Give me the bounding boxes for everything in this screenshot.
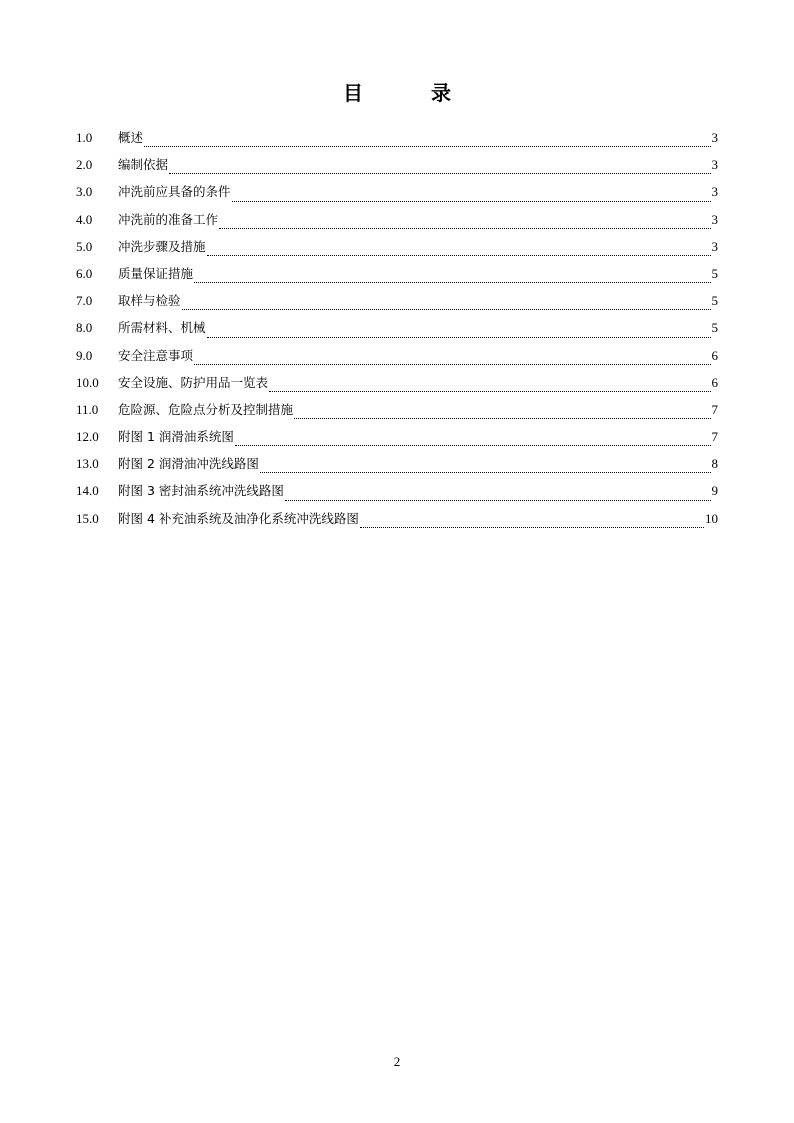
toc-dot-leader (194, 363, 710, 365)
toc-dot-leader (285, 499, 711, 501)
toc-entry-label: 附图 2 润滑油冲洗线路图 (118, 456, 259, 472)
toc-entry-12[interactable] (76, 427, 718, 454)
toc-entry-page: 3 (711, 130, 718, 145)
toc-dot-leader (294, 417, 710, 419)
toc-entry-label: 附图 4 补充油系统及油净化系统冲洗线路图 (118, 510, 359, 526)
toc-dot-leader (207, 336, 711, 338)
toc-entry-page: 5 (711, 265, 718, 281)
toc-entry-number: 1.0 (76, 130, 93, 145)
toc-entry-label: 附图 1 润滑油系统图 (118, 429, 234, 445)
toc-entry-label: 质量保证措施 (118, 265, 194, 281)
toc-dot-leader (144, 145, 710, 147)
toc-entry-label: 冲洗步骤及措施 (118, 238, 206, 254)
toc-entry-number: 13.0 (76, 456, 99, 472)
toc-entry-label: 安全注意事项 (118, 347, 194, 363)
toc-dot-leader (182, 308, 711, 310)
toc-entry-number: 7.0 (76, 293, 93, 309)
toc-entry-4[interactable] (76, 210, 718, 237)
toc-entry-2[interactable] (76, 155, 718, 182)
toc-entry-number: 4.0 (76, 211, 93, 227)
toc-entry-page: 10 (705, 510, 718, 526)
page-title-char-2: 录 (431, 81, 451, 105)
toc-entry-label: 概述 (118, 130, 144, 145)
toc-entry-label: 安全设施、防护用品一览表 (118, 374, 269, 390)
toc-dot-leader (169, 172, 710, 174)
toc-entry-page: 6 (711, 374, 718, 390)
toc-entry-label: 取样与检验 (118, 293, 181, 309)
toc-entry-page: 8 (711, 456, 718, 472)
toc-entry-number: 11.0 (76, 401, 99, 417)
toc-entry-page: 3 (711, 238, 718, 254)
toc-entry-page: 6 (711, 347, 718, 363)
toc-entry-label: 编制依据 (118, 157, 169, 173)
toc-dot-leader (207, 254, 711, 256)
toc-entry-page: 5 (711, 293, 718, 309)
toc-dot-leader (260, 471, 711, 473)
toc-entry-3[interactable] (76, 182, 718, 209)
toc-entry-page: 5 (711, 320, 718, 336)
page-title (0, 78, 794, 108)
toc-entry-14[interactable] (76, 481, 718, 508)
toc-entry-number: 2.0 (76, 157, 93, 173)
toc-entry-15[interactable] (76, 509, 718, 536)
toc-entry-number: 3.0 (76, 184, 93, 200)
toc-entry-label: 所需材料、机械 (118, 320, 206, 336)
toc-entry-number: 6.0 (76, 265, 93, 281)
toc-entry-11[interactable] (76, 400, 718, 427)
toc-entry-page: 9 (711, 483, 718, 499)
toc-entry-label: 冲洗前的准备工作 (118, 211, 219, 227)
toc-entry-page: 3 (711, 211, 718, 227)
toc-entry-number: 8.0 (76, 320, 93, 336)
toc-entry-1[interactable] (76, 128, 718, 155)
toc-entry-number: 15.0 (76, 510, 99, 526)
toc-dot-leader (219, 227, 710, 229)
toc-dot-leader (194, 281, 710, 283)
toc-entry-5[interactable] (76, 237, 718, 264)
toc-entry-page: 7 (711, 401, 718, 417)
toc-entry-page: 3 (711, 184, 718, 200)
toc-dot-leader (269, 390, 710, 392)
page-number: 2 (393, 1054, 401, 1069)
toc-entry-7[interactable] (76, 291, 718, 318)
toc-entry-number: 12.0 (76, 429, 99, 445)
toc-entry-label: 冲洗前应具备的条件 (118, 184, 231, 200)
toc-entry-label: 危险源、危险点分析及控制措施 (118, 401, 294, 417)
toc-entry-6[interactable] (76, 264, 718, 291)
toc-dot-leader (360, 526, 704, 528)
toc-entry-10[interactable] (76, 373, 718, 400)
toc-entry-9[interactable] (76, 346, 718, 373)
table-of-contents (76, 128, 718, 536)
toc-dot-leader (232, 200, 711, 202)
toc-entry-13[interactable] (76, 454, 718, 481)
toc-entry-number: 14.0 (76, 483, 99, 499)
toc-dot-leader (235, 444, 711, 446)
toc-entry-label: 附图 3 密封油系统冲洗线路图 (118, 483, 284, 499)
toc-entry-number: 10.0 (76, 374, 99, 390)
toc-entry-number: 9.0 (76, 347, 93, 363)
toc-entry-page: 3 (711, 157, 718, 173)
toc-entry-page: 7 (711, 429, 718, 445)
page-title-char-1: 目 (343, 81, 363, 105)
toc-entry-8[interactable] (76, 318, 718, 345)
toc-entry-number: 5.0 (76, 238, 93, 254)
